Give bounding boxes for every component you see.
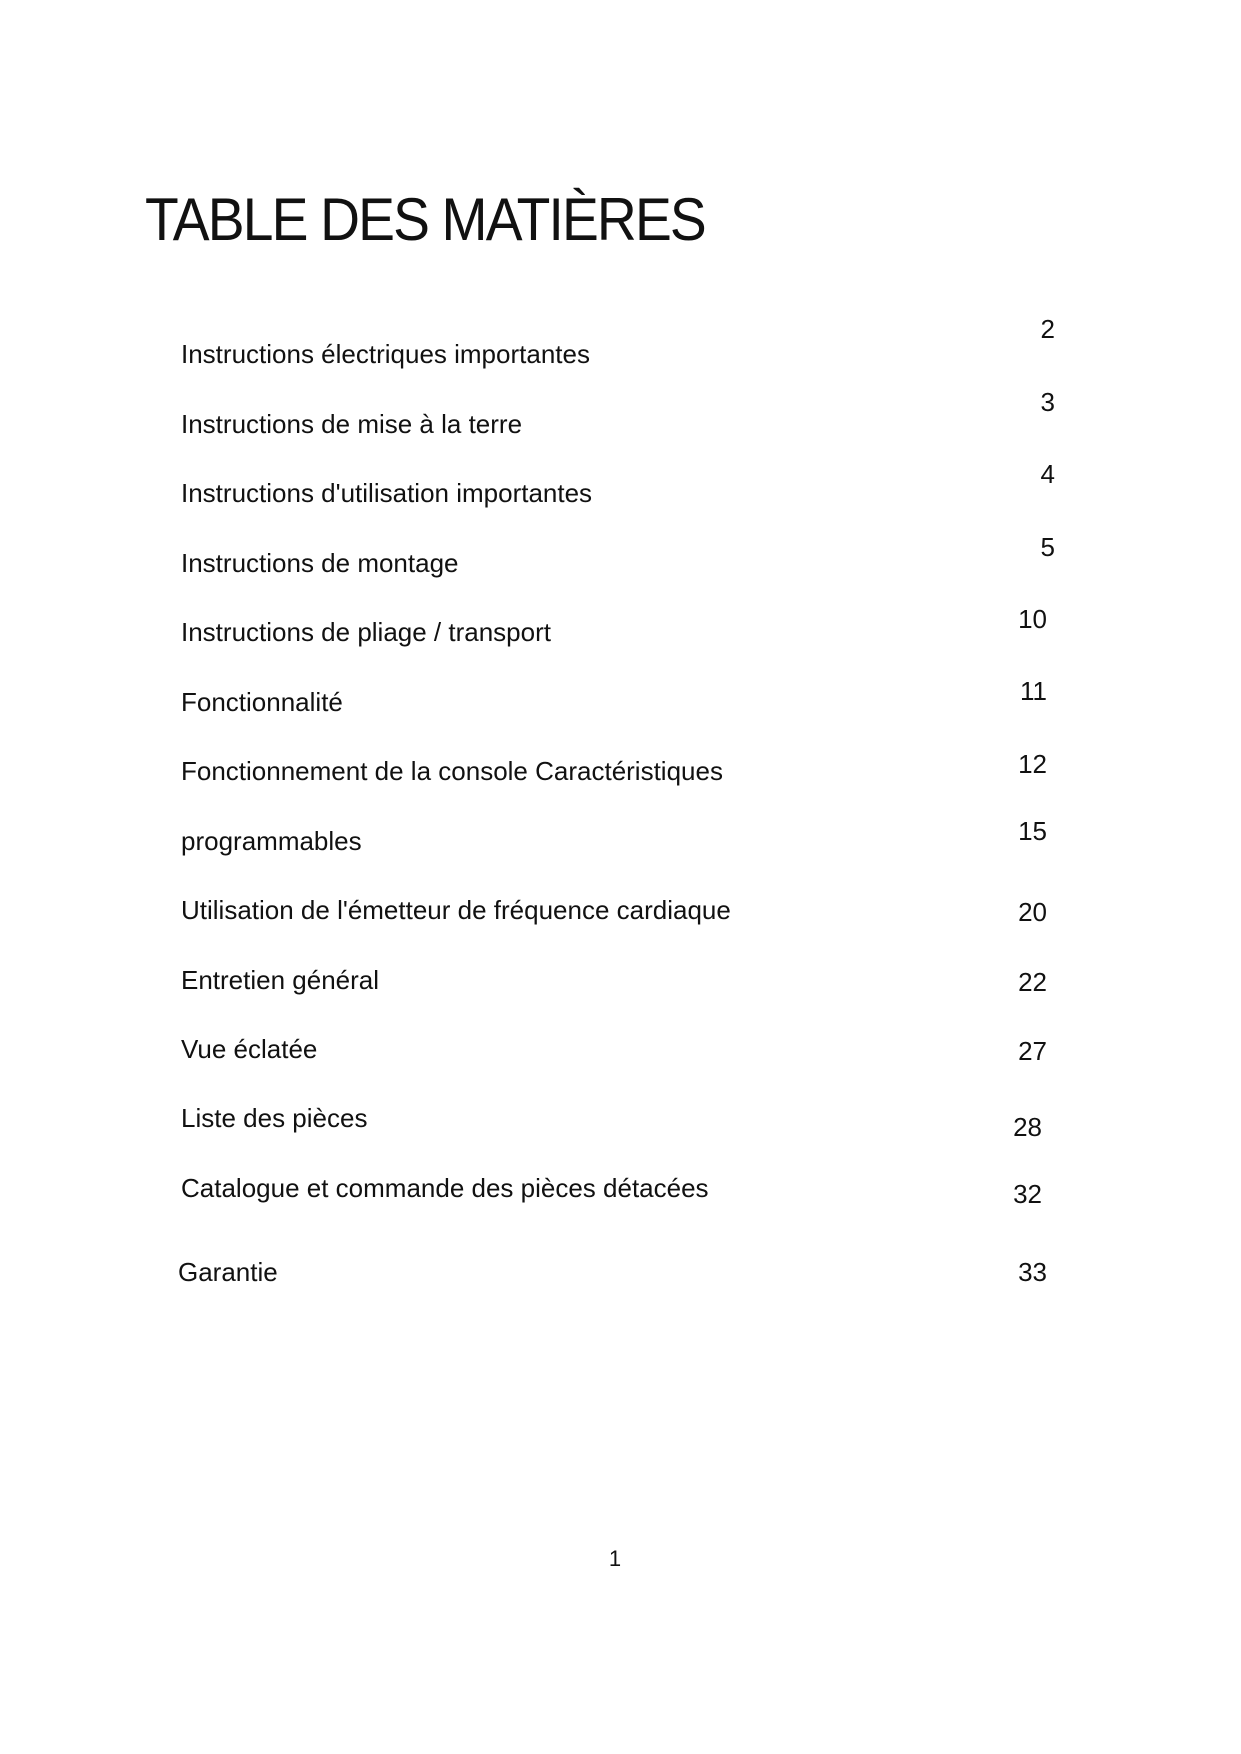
toc-entry-page: 15 (1018, 816, 1047, 846)
toc-entry-label: Instructions de pliage / transport (181, 617, 551, 647)
toc-entry-page: 5 (1040, 532, 1055, 562)
page-number: 1 (608, 1546, 622, 1571)
toc-entry-label: Fonctionnalité (181, 687, 343, 717)
toc-entry-label: Entretien général (181, 965, 380, 995)
toc-entry-page: 27 (1018, 1036, 1047, 1066)
toc-entry-label: Garantie (178, 1257, 278, 1287)
toc-entry-page: 22 (1018, 967, 1047, 997)
toc-entry-label: Fonctionnement de la console Caractéristiques (181, 756, 723, 786)
toc-entry-label: Liste des pièces (181, 1103, 368, 1133)
toc-entry-label: Vue éclatée (181, 1034, 318, 1064)
toc-entry-page: 11 (1020, 676, 1047, 706)
toc-entry-page: 2 (1040, 314, 1055, 344)
toc-entry-label: Utilisation de l'émetteur de fréquence cardiaque (181, 895, 731, 925)
toc-entry-page: 32 (1013, 1179, 1042, 1209)
toc-entry-label: Instructions d'utilisation importantes (181, 478, 593, 508)
toc-entry-page: 12 (1018, 749, 1047, 779)
toc-entry-page: 4 (1040, 459, 1055, 489)
toc-entry-label: Instructions de mise à la terre (181, 409, 523, 439)
toc-entry-page: 3 (1040, 387, 1055, 417)
page-title: TABLE DES MATIÈRES (145, 186, 705, 253)
toc-entry-label: programmables (181, 826, 362, 856)
toc-entry-page: 28 (1013, 1112, 1042, 1142)
toc-entry-label: Instructions électriques importantes (181, 339, 590, 369)
toc-entry-page: 10 (1018, 604, 1047, 634)
toc-entry-page: 33 (1018, 1257, 1047, 1287)
toc-entry-page: 20 (1018, 897, 1047, 927)
toc-entry-label: Instructions de montage (181, 548, 459, 578)
toc-entry-label: Catalogue et commande des pièces détacées (181, 1173, 709, 1203)
